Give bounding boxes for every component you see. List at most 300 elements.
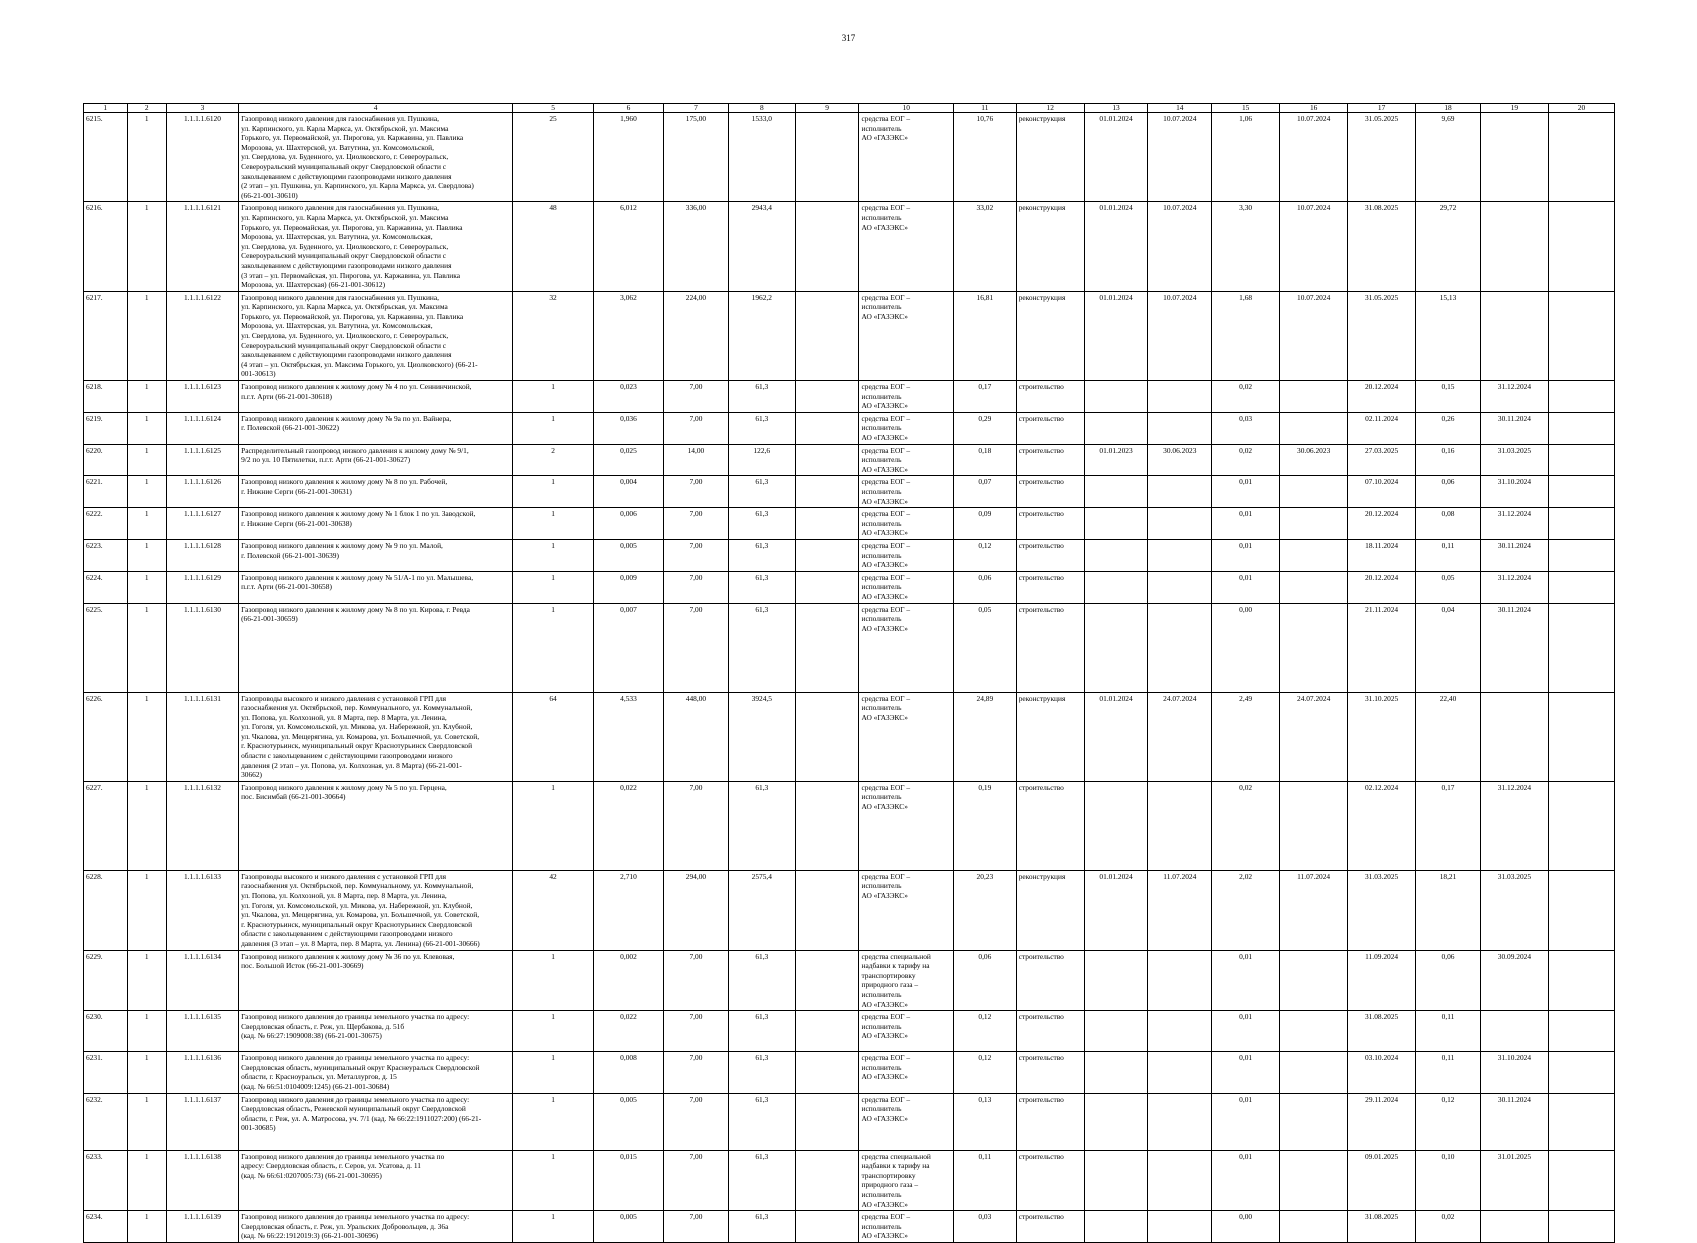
cell-col-18: 0,04: [1416, 603, 1481, 692]
cell-col-7: 7,00: [664, 781, 729, 870]
cell-col-12: строительство: [1016, 444, 1084, 476]
table-row: [84, 381, 1615, 413]
cell-col-19: 30.11.2024: [1480, 1093, 1548, 1150]
column-header-14: 14: [1148, 104, 1212, 113]
cell-col-8: 61,3: [728, 1211, 795, 1243]
cell-col-6: 0,008: [593, 1052, 663, 1093]
cell-col-10: средства ЕОГ – исполнитель АО «ГАЗЭКС»: [859, 1052, 954, 1093]
cell-col-20: [1548, 781, 1614, 870]
cell-col-4: Газопроводы высокого и низкого давления с установкой ГРП для газоснабжения ул. Октябрьской, пер. Коммунального, ул. Коммунальной, ул. Попова, ул. Колхозной, ул. 8 Марта, пер. 8 Марта, ул. Ленина, ул. Гоголя, ул. Комсомольской, ул. Микова, ул. Набережной, ул. Клубной, ул. Чкалова, ул. Мещерягина, ул. Комарова, ул. Большечной, ул. Советской, г. Краснотурьинск, муниципальный округ Краснотурьинск Свердловской области с закольцеванием с действующими газопроводами низкого давления (2 этап – ул. Попова, ул. Колхозная, ул. 8 Марта) (66-21-001- 30662): [239, 692, 513, 781]
cell-col-2: 1: [127, 1093, 166, 1150]
cell-col-2: 1: [127, 412, 166, 444]
cell-col-7: 7,00: [664, 1052, 729, 1093]
cell-col-4: Газопровод низкого давления до границы земельного участка по адресу: Свердловская область, г. Серов, ул. Усатова, д. 11 (кад. № 66:61:0207005:73) (66-21-001-30695): [239, 1150, 513, 1211]
cell-col-16: [1280, 1052, 1348, 1093]
cell-col-9: [795, 603, 859, 692]
cell-col-9: [795, 291, 859, 380]
cell-col-13: [1084, 1011, 1148, 1052]
cell-col-13: [1084, 1150, 1148, 1211]
cell-col-5: 1: [513, 476, 594, 508]
cell-col-12: строительство: [1016, 1011, 1084, 1052]
cell-col-4: Газопровод низкого давления для газоснабжения ул. Пушкина, ул. Карпинского, ул. Карла Маркса, ул. Октябрьская, ул. Максима Горького, ул. Первомайской, ул. Пирогова, ул. Каржавина, ул. Павлика Морозова, ул. Шахтерская, ул. Ватутина, ул. Комсомольская, ул. Свердлова, ул. Буденного, ул. Циолковского, г. Североуральск, Североуральский муниципальный округ Свердловской области с закольцеванием с действующими газопроводами низкого давления (4 этап – ул. Октябрьская, ул. Максима Горького, ул. Циолковского) (66-21- 001-30613): [239, 291, 513, 380]
cell-col-19: 30.09.2024: [1480, 950, 1548, 1011]
cell-col-18: 0,02: [1416, 1211, 1481, 1243]
cell-col-16: [1280, 539, 1348, 571]
cell-col-7: 448,00: [664, 692, 729, 781]
cell-col-14: 30.06.2023: [1148, 444, 1212, 476]
cell-col-7: 336,00: [664, 202, 729, 291]
cell-col-8: 1962,2: [728, 291, 795, 380]
cell-col-5: 1: [513, 381, 594, 413]
cell-col-6: 0,005: [593, 1211, 663, 1243]
column-header-17: 17: [1348, 104, 1416, 113]
cell-col-2: 1: [127, 1150, 166, 1211]
cell-col-1: 6222.: [84, 508, 128, 540]
cell-col-3: 1.1.1.1.6130: [166, 603, 238, 692]
cell-col-1: 6231.: [84, 1052, 128, 1093]
column-header-12: 12: [1016, 104, 1084, 113]
cell-col-17: 02.12.2024: [1348, 781, 1416, 870]
cell-col-9: [795, 571, 859, 603]
cell-col-18: 0,11: [1416, 539, 1481, 571]
cell-col-15: 0,01: [1212, 950, 1280, 1011]
cell-col-1: 6216.: [84, 202, 128, 291]
cell-col-10: средства ЕОГ – исполнитель АО «ГАЗЭКС»: [859, 781, 954, 870]
cell-col-7: 7,00: [664, 508, 729, 540]
column-header-5: 5: [513, 104, 594, 113]
cell-col-13: [1084, 603, 1148, 692]
cell-col-1: 6233.: [84, 1150, 128, 1211]
cell-col-20: [1548, 412, 1614, 444]
cell-col-11: 0,05: [954, 603, 1017, 692]
cell-col-4: Распределительный газопровод низкого давления к жилому дому № 9/1, 9/2 по ул. 10 Пятилетки, п.г.т. Арти (66-21-001-30627): [239, 444, 513, 476]
column-header-6: 6: [593, 104, 663, 113]
cell-col-16: 10.07.2024: [1280, 202, 1348, 291]
cell-col-17: 21.11.2024: [1348, 603, 1416, 692]
cell-col-15: 0,02: [1212, 781, 1280, 870]
cell-col-17: 02.11.2024: [1348, 412, 1416, 444]
cell-col-20: [1548, 381, 1614, 413]
cell-col-15: 0,01: [1212, 1093, 1280, 1150]
cell-col-6: 4,533: [593, 692, 663, 781]
page-number: 317: [841, 33, 856, 43]
cell-col-14: 11.07.2024: [1148, 870, 1212, 950]
column-header-15: 15: [1212, 104, 1280, 113]
cell-col-18: 18,21: [1416, 870, 1481, 950]
cell-col-14: [1148, 1150, 1212, 1211]
cell-col-12: реконструкция: [1016, 870, 1084, 950]
cell-col-4: Газопровод низкого давления к жилому дому № 8 по ул. Кирова, г. Ревда (66-21-001-30659): [239, 603, 513, 692]
cell-col-13: [1084, 508, 1148, 540]
cell-col-20: [1548, 476, 1614, 508]
cell-col-5: 25: [513, 113, 594, 202]
cell-col-5: 1: [513, 603, 594, 692]
cell-col-20: [1548, 291, 1614, 380]
cell-col-7: 7,00: [664, 950, 729, 1011]
cell-col-7: 7,00: [664, 381, 729, 413]
column-header-10: 10: [859, 104, 954, 113]
column-number-header-row: [84, 104, 1615, 113]
cell-col-7: 7,00: [664, 539, 729, 571]
cell-col-2: 1: [127, 571, 166, 603]
cell-col-8: 2943,4: [728, 202, 795, 291]
cell-col-16: [1280, 1211, 1348, 1243]
cell-col-10: средства специальной надбавки к тарифу на транспортировку природного газа – исполнитель АО «ГАЗЭКС»: [859, 1150, 954, 1211]
cell-col-17: 31.05.2025: [1348, 113, 1416, 202]
cell-col-9: [795, 1150, 859, 1211]
cell-col-16: [1280, 412, 1348, 444]
column-header-20: 20: [1548, 104, 1614, 113]
cell-col-10: средства ЕОГ – исполнитель АО «ГАЗЭКС»: [859, 1093, 954, 1150]
cell-col-10: средства ЕОГ – исполнитель АО «ГАЗЭКС»: [859, 476, 954, 508]
cell-col-8: 61,3: [728, 539, 795, 571]
cell-col-14: 24.07.2024: [1148, 692, 1212, 781]
cell-col-12: строительство: [1016, 381, 1084, 413]
cell-col-5: 1: [513, 539, 594, 571]
cell-col-7: 7,00: [664, 571, 729, 603]
cell-col-13: [1084, 412, 1148, 444]
cell-col-19: 31.12.2024: [1480, 508, 1548, 540]
cell-col-16: [1280, 381, 1348, 413]
cell-col-11: 0,07: [954, 476, 1017, 508]
cell-col-17: 11.09.2024: [1348, 950, 1416, 1011]
cell-col-19: [1480, 202, 1548, 291]
cell-col-1: 6230.: [84, 1011, 128, 1052]
cell-col-18: 0,06: [1416, 476, 1481, 508]
cell-col-9: [795, 1211, 859, 1243]
cell-col-8: 61,3: [728, 571, 795, 603]
cell-col-10: средства ЕОГ – исполнитель АО «ГАЗЭКС»: [859, 291, 954, 380]
cell-col-17: 09.01.2025: [1348, 1150, 1416, 1211]
cell-col-15: 0,01: [1212, 1011, 1280, 1052]
table-row: [84, 291, 1615, 380]
cell-col-2: 1: [127, 476, 166, 508]
cell-col-16: [1280, 1150, 1348, 1211]
cell-col-11: 0,29: [954, 412, 1017, 444]
cell-col-14: [1148, 539, 1212, 571]
cell-col-1: 6226.: [84, 692, 128, 781]
cell-col-12: реконструкция: [1016, 692, 1084, 781]
cell-col-17: 31.08.2025: [1348, 1211, 1416, 1243]
cell-col-4: Газопровод низкого давления к жилому дому № 8 по ул. Рабочей, г. Нижние Серги (66-21-001-30631): [239, 476, 513, 508]
cell-col-6: 0,009: [593, 571, 663, 603]
cell-col-16: 10.07.2024: [1280, 291, 1348, 380]
cell-col-4: Газопровод низкого давления до границы земельного участка по адресу: Свердловская область, г. Реж, ул. Уральских Добровольцев, д. 36а (кад. № 66:22:1912019:3) (66-21-001-30696): [239, 1211, 513, 1243]
column-header-4: 4: [239, 104, 513, 113]
cell-col-14: [1148, 781, 1212, 870]
cell-col-1: 6217.: [84, 291, 128, 380]
cell-col-8: 61,3: [728, 603, 795, 692]
cell-col-6: 2,710: [593, 870, 663, 950]
cell-col-5: 1: [513, 508, 594, 540]
cell-col-19: 31.10.2024: [1480, 1052, 1548, 1093]
cell-col-3: 1.1.1.1.6121: [166, 202, 238, 291]
cell-col-8: 2575,4: [728, 870, 795, 950]
cell-col-10: средства ЕОГ – исполнитель АО «ГАЗЭКС»: [859, 1011, 954, 1052]
cell-col-15: 0,01: [1212, 1052, 1280, 1093]
cell-col-14: 10.07.2024: [1148, 291, 1212, 380]
investment-table: [83, 103, 1615, 1243]
cell-col-11: 0,13: [954, 1093, 1017, 1150]
cell-col-7: 294,00: [664, 870, 729, 950]
cell-col-20: [1548, 508, 1614, 540]
cell-col-3: 1.1.1.1.6131: [166, 692, 238, 781]
cell-col-6: 0,023: [593, 381, 663, 413]
cell-col-5: 1: [513, 1150, 594, 1211]
cell-col-3: 1.1.1.1.6125: [166, 444, 238, 476]
cell-col-15: 3,30: [1212, 202, 1280, 291]
cell-col-4: Газопровод низкого давления до границы земельного участка по адресу: Свердловская область, Режевской муниципальный округ Свердловской области, г. Реж, ул. А. Матросова, уч. 7/1 (кад. № 66:22:1911027:200) (66-21- 001-30685): [239, 1093, 513, 1150]
column-header-1: 1: [84, 104, 128, 113]
cell-col-19: [1480, 113, 1548, 202]
cell-col-20: [1548, 603, 1614, 692]
cell-col-14: [1148, 1011, 1212, 1052]
cell-col-15: 1,68: [1212, 291, 1280, 380]
cell-col-15: 1,06: [1212, 113, 1280, 202]
cell-col-9: [795, 781, 859, 870]
cell-col-3: 1.1.1.1.6133: [166, 870, 238, 950]
cell-col-6: 0,022: [593, 781, 663, 870]
cell-col-4: Газопровод низкого давления к жилому дому № 5 по ул. Герцена, пос. Бисимбай (66-21-001-30664): [239, 781, 513, 870]
table-row: [84, 539, 1615, 571]
column-header-13: 13: [1084, 104, 1148, 113]
cell-col-19: [1480, 1011, 1548, 1052]
cell-col-12: строительство: [1016, 1093, 1084, 1150]
column-header-16: 16: [1280, 104, 1348, 113]
cell-col-3: 1.1.1.1.6134: [166, 950, 238, 1011]
cell-col-18: 0,08: [1416, 508, 1481, 540]
cell-col-16: [1280, 476, 1348, 508]
cell-col-3: 1.1.1.1.6120: [166, 113, 238, 202]
cell-col-4: Газопровод низкого давления к жилому дому № 1 блок 1 по ул. Заводской, г. Нижние Серги (66-21-001-30638): [239, 508, 513, 540]
cell-col-6: 0,002: [593, 950, 663, 1011]
table-row: [84, 571, 1615, 603]
cell-col-6: 0,004: [593, 476, 663, 508]
cell-col-3: 1.1.1.1.6126: [166, 476, 238, 508]
cell-col-16: 30.06.2023: [1280, 444, 1348, 476]
cell-col-3: 1.1.1.1.6132: [166, 781, 238, 870]
cell-col-9: [795, 950, 859, 1011]
cell-col-7: 7,00: [664, 476, 729, 508]
cell-col-11: 20,23: [954, 870, 1017, 950]
cell-col-20: [1548, 1052, 1614, 1093]
cell-col-9: [795, 1052, 859, 1093]
cell-col-1: 6227.: [84, 781, 128, 870]
cell-col-16: [1280, 1011, 1348, 1052]
column-header-19: 19: [1480, 104, 1548, 113]
cell-col-7: 7,00: [664, 1011, 729, 1052]
cell-col-12: строительство: [1016, 1052, 1084, 1093]
cell-col-19: 30.11.2024: [1480, 539, 1548, 571]
cell-col-8: 1533,0: [728, 113, 795, 202]
cell-col-1: 6224.: [84, 571, 128, 603]
cell-col-5: 64: [513, 692, 594, 781]
cell-col-15: 0,02: [1212, 381, 1280, 413]
cell-col-13: [1084, 571, 1148, 603]
cell-col-11: 0,11: [954, 1150, 1017, 1211]
cell-col-14: [1148, 381, 1212, 413]
cell-col-15: 2,49: [1212, 692, 1280, 781]
cell-col-17: 20.12.2024: [1348, 508, 1416, 540]
cell-col-19: 31.01.2025: [1480, 1150, 1548, 1211]
cell-col-12: строительство: [1016, 950, 1084, 1011]
table-row: [84, 1011, 1615, 1052]
cell-col-4: Газопровод низкого давления к жилому дому № 4 по ул. Сеннинчинской, п.г.т. Арти (66-21-001-30618): [239, 381, 513, 413]
cell-col-10: средства специальной надбавки к тарифу на транспортировку природного газа – исполнитель АО «ГАЗЭКС»: [859, 950, 954, 1011]
cell-col-4: Газопровод низкого давления к жилому дому № 9а по ул. Вайнера, г. Полевской (66-21-001-30622): [239, 412, 513, 444]
cell-col-8: 61,3: [728, 476, 795, 508]
cell-col-20: [1548, 950, 1614, 1011]
cell-col-19: [1480, 1211, 1548, 1243]
cell-col-11: 24,89: [954, 692, 1017, 781]
cell-col-19: 30.11.2024: [1480, 603, 1548, 692]
column-header-3: 3: [166, 104, 238, 113]
cell-col-1: 6219.: [84, 412, 128, 444]
cell-col-13: [1084, 476, 1148, 508]
cell-col-20: [1548, 571, 1614, 603]
cell-col-13: [1084, 381, 1148, 413]
cell-col-18: 0,15: [1416, 381, 1481, 413]
cell-col-15: 0,01: [1212, 508, 1280, 540]
cell-col-14: [1148, 1052, 1212, 1093]
cell-col-14: [1148, 603, 1212, 692]
cell-col-2: 1: [127, 202, 166, 291]
cell-col-12: строительство: [1016, 412, 1084, 444]
cell-col-15: 0,03: [1212, 412, 1280, 444]
cell-col-11: 0,09: [954, 508, 1017, 540]
cell-col-1: 6221.: [84, 476, 128, 508]
cell-col-3: 1.1.1.1.6124: [166, 412, 238, 444]
cell-col-11: 0,06: [954, 950, 1017, 1011]
cell-col-8: 61,3: [728, 1150, 795, 1211]
cell-col-13: [1084, 781, 1148, 870]
cell-col-17: 20.12.2024: [1348, 381, 1416, 413]
cell-col-15: 0,01: [1212, 539, 1280, 571]
cell-col-15: 0,00: [1212, 603, 1280, 692]
cell-col-19: 31.10.2024: [1480, 476, 1548, 508]
cell-col-9: [795, 202, 859, 291]
cell-col-2: 1: [127, 692, 166, 781]
cell-col-8: 61,3: [728, 1052, 795, 1093]
cell-col-10: средства ЕОГ – исполнитель АО «ГАЗЭКС»: [859, 692, 954, 781]
cell-col-2: 1: [127, 1011, 166, 1052]
table-row: [84, 508, 1615, 540]
cell-col-11: 16,81: [954, 291, 1017, 380]
cell-col-4: Газопровод низкого давления для газоснабжения ул. Пушкина, ул. Карпинского, ул. Карла Маркса, ул. Октябрьской, ул. Максима Горького, ул. Первомайская, ул. Пирогова, ул. Каржавина, ул. Павлика Морозова, ул. Шахтерская, ул. Ватутина, ул. Комсомольская, ул. Свердлова, ул. Буденного, ул. Циолковского, г. Североуральск, Североуральский муниципальный округ Свердловской области с закольцеванием с действующими газопроводами низкого давления (3 этап – ул. Первомайская, ул. Пирогова, ул. Каржавина, ул. Павлика Морозова, ул. Шахтерская) (66-21-001-30612): [239, 202, 513, 291]
column-header-8: 8: [728, 104, 795, 113]
cell-col-9: [795, 444, 859, 476]
cell-col-1: 6220.: [84, 444, 128, 476]
column-header-11: 11: [954, 104, 1017, 113]
cell-col-8: 61,3: [728, 508, 795, 540]
cell-col-12: строительство: [1016, 1211, 1084, 1243]
cell-col-4: Газопровод низкого давления к жилому дому № 51/А-1 по ул. Малышева, п.г.т. Арти (66-21-001-30658): [239, 571, 513, 603]
cell-col-6: 3,062: [593, 291, 663, 380]
cell-col-8: 61,3: [728, 1093, 795, 1150]
cell-col-20: [1548, 202, 1614, 291]
cell-col-13: 01.01.2023: [1084, 444, 1148, 476]
cell-col-1: 6223.: [84, 539, 128, 571]
cell-col-5: 1: [513, 950, 594, 1011]
table-row: [84, 1211, 1615, 1243]
cell-col-14: 10.07.2024: [1148, 202, 1212, 291]
cell-col-2: 1: [127, 870, 166, 950]
cell-col-19: [1480, 692, 1548, 781]
cell-col-2: 1: [127, 1052, 166, 1093]
cell-col-7: 7,00: [664, 1093, 729, 1150]
cell-col-6: 0,006: [593, 508, 663, 540]
cell-col-20: [1548, 692, 1614, 781]
cell-col-11: 33,02: [954, 202, 1017, 291]
cell-col-10: средства ЕОГ – исполнитель АО «ГАЗЭКС»: [859, 381, 954, 413]
cell-col-9: [795, 870, 859, 950]
cell-col-3: 1.1.1.1.6138: [166, 1150, 238, 1211]
cell-col-7: 224,00: [664, 291, 729, 380]
cell-col-3: 1.1.1.1.6139: [166, 1211, 238, 1243]
cell-col-18: 0,06: [1416, 950, 1481, 1011]
cell-col-14: [1148, 1211, 1212, 1243]
cell-col-13: 01.01.2024: [1084, 202, 1148, 291]
cell-col-12: реконструкция: [1016, 113, 1084, 202]
cell-col-18: 0,11: [1416, 1052, 1481, 1093]
cell-col-5: 1: [513, 1211, 594, 1243]
cell-col-3: 1.1.1.1.6137: [166, 1093, 238, 1150]
column-header-18: 18: [1416, 104, 1481, 113]
cell-col-20: [1548, 539, 1614, 571]
table-row: [84, 113, 1615, 202]
cell-col-4: Газопровод низкого давления до границы земельного участка по адресу: Свердловская область, муниципальный округ Краснеуральск Свердловской области, г. Красноуральск, ул. Металлургов, д. 15 (кад. № 66:51:0104009:1245) (66-21-001-30684): [239, 1052, 513, 1093]
cell-col-1: 6218.: [84, 381, 128, 413]
cell-col-4: Газопровод низкого давления для газоснабжения ул. Пушкина, ул. Карпинского, ул. Карла Маркса, ул. Октябрьской, ул. Максима Горького, ул. Первомайской, ул. Пирогова, ул. Каржавина, ул. Павлика Морозова, ул. Шахтерской, ул. Ватутина, ул. Комсомольской, ул. Свердлова, ул. Буденного, ул. Циолковского, г. Североуральск, Североуральский муниципальный округ Свердловской области с закольцеванием с действующими газопроводами низкого давления (2 этап – ул. Пушкина, ул. Карпинского, ул. Карла Маркса, ул. Свердлова) (66-21-001-30610): [239, 113, 513, 202]
cell-col-20: [1548, 1011, 1614, 1052]
cell-col-15: 0,00: [1212, 1211, 1280, 1243]
cell-col-13: 01.01.2024: [1084, 870, 1148, 950]
cell-col-2: 1: [127, 781, 166, 870]
cell-col-11: 0,12: [954, 539, 1017, 571]
cell-col-7: 175,00: [664, 113, 729, 202]
cell-col-16: [1280, 1093, 1348, 1150]
cell-col-15: 0,02: [1212, 444, 1280, 476]
cell-col-3: 1.1.1.1.6127: [166, 508, 238, 540]
cell-col-6: 0,007: [593, 603, 663, 692]
cell-col-2: 1: [127, 381, 166, 413]
cell-col-19: [1480, 291, 1548, 380]
cell-col-19: 30.11.2024: [1480, 412, 1548, 444]
cell-col-6: 6,012: [593, 202, 663, 291]
cell-col-4: Газопровод низкого давления к жилому дому № 9 по ул. Малой, г. Полевской (66-21-001-30639): [239, 539, 513, 571]
cell-col-10: средства ЕОГ – исполнитель АО «ГАЗЭКС»: [859, 412, 954, 444]
cell-col-9: [795, 692, 859, 781]
cell-col-1: 6225.: [84, 603, 128, 692]
cell-col-6: 0,025: [593, 444, 663, 476]
cell-col-5: 42: [513, 870, 594, 950]
cell-col-18: 0,10: [1416, 1150, 1481, 1211]
cell-col-9: [795, 1093, 859, 1150]
cell-col-11: 0,12: [954, 1052, 1017, 1093]
cell-col-18: 0,17: [1416, 781, 1481, 870]
cell-col-12: реконструкция: [1016, 291, 1084, 380]
cell-col-14: [1148, 476, 1212, 508]
cell-col-10: средства ЕОГ – исполнитель АО «ГАЗЭКС»: [859, 444, 954, 476]
cell-col-3: 1.1.1.1.6122: [166, 291, 238, 380]
cell-col-12: строительство: [1016, 603, 1084, 692]
cell-col-20: [1548, 870, 1614, 950]
cell-col-17: 31.05.2025: [1348, 291, 1416, 380]
cell-col-15: 0,01: [1212, 571, 1280, 603]
cell-col-1: 6232.: [84, 1093, 128, 1150]
table-row: [84, 950, 1615, 1011]
cell-col-16: [1280, 950, 1348, 1011]
